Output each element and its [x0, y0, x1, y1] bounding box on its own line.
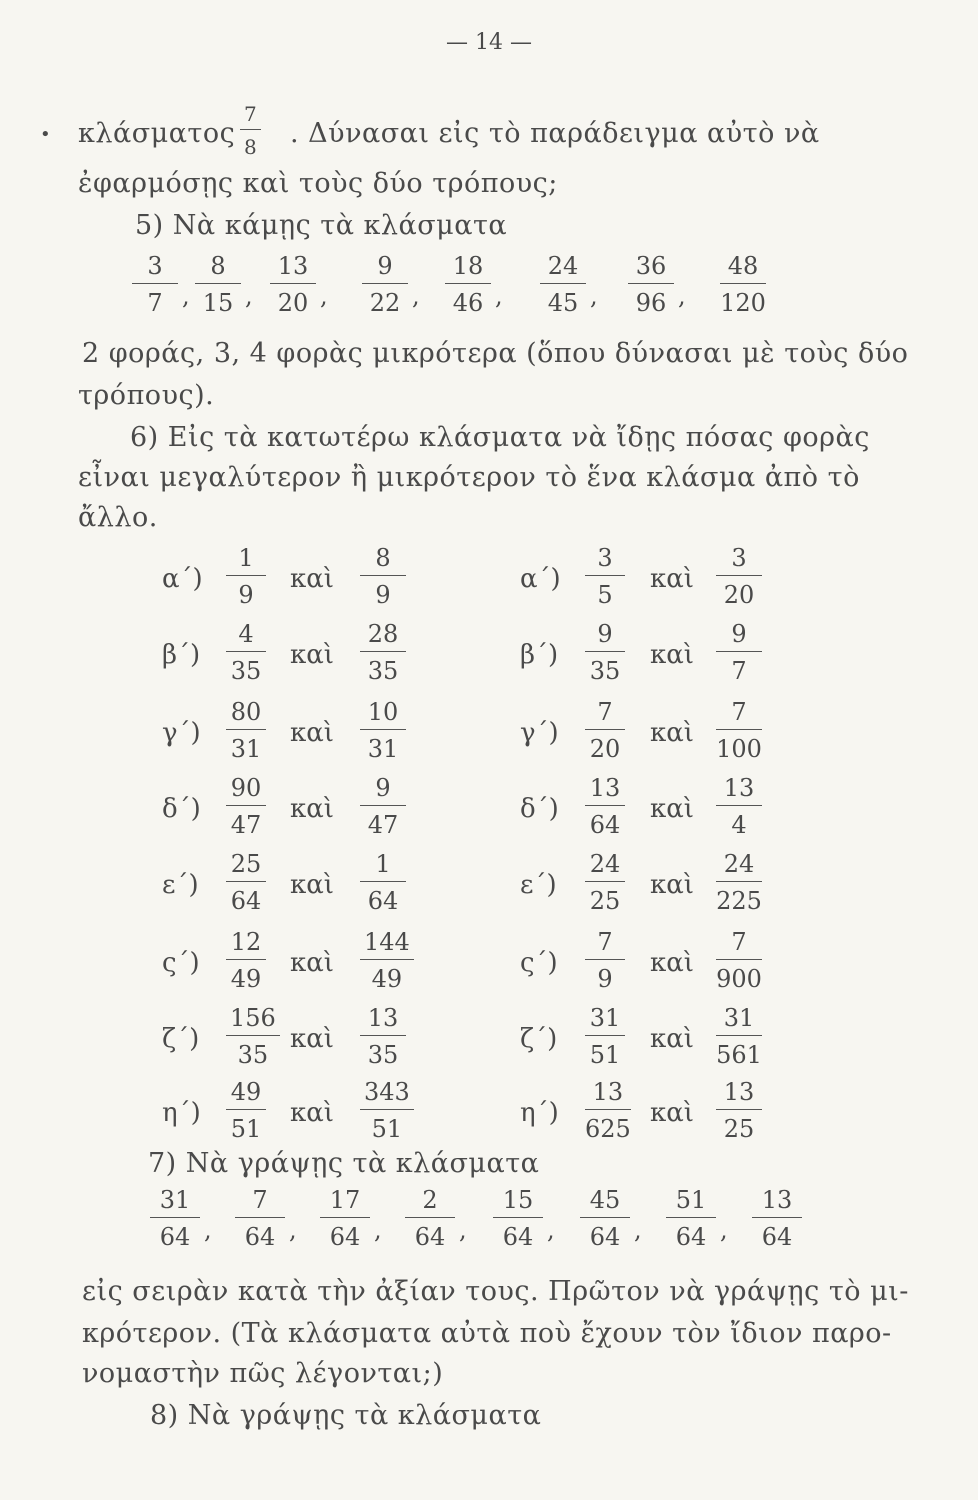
fraction-b: [360, 1006, 406, 1067]
numerator: 9: [716, 622, 762, 652]
fraction: [445, 254, 491, 315]
fraction-b: [360, 622, 406, 683]
text-line-5: τρόπους).: [78, 380, 215, 411]
kai-word: καὶ: [290, 870, 335, 900]
exercise-6-heading: 6) Εἰς τὰ κατωτέρω κλάσματα νὰ ἴδῃς πόσας φορὰς: [130, 422, 870, 453]
kai-word: καὶ: [290, 1098, 335, 1128]
comma: ,: [634, 1216, 642, 1244]
numerator: 24: [585, 852, 625, 882]
kai-word: καὶ: [650, 1098, 695, 1128]
denominator: 45: [547, 289, 579, 317]
kai-word: καὶ: [650, 640, 695, 670]
numerator: 31: [585, 1006, 625, 1036]
fraction-b: [716, 622, 762, 683]
exercise-5-heading: 5) Νὰ κάμῃς τὰ κλάσματα: [135, 210, 508, 241]
denominator: 49: [230, 965, 262, 993]
denominator: 120: [720, 289, 766, 317]
denominator: 561: [716, 1041, 762, 1069]
denominator: 20: [277, 289, 309, 317]
item-label: ς΄): [162, 948, 200, 978]
fraction-a: [226, 776, 266, 837]
denominator: 7: [147, 289, 163, 317]
fraction-a: [585, 622, 625, 683]
numerator: 1: [360, 852, 406, 882]
numerator: 8: [360, 546, 406, 576]
item-label: γ΄): [520, 718, 559, 748]
numerator: 80: [226, 700, 266, 730]
fraction-b: [360, 546, 406, 607]
numerator: 3: [132, 254, 178, 284]
fraction: [405, 1188, 455, 1249]
denominator: 51: [371, 1115, 403, 1143]
denominator: 35: [589, 657, 621, 685]
denominator: 49: [371, 965, 403, 993]
numerator: 144: [360, 930, 414, 960]
denominator: 64: [230, 887, 262, 915]
comma: ,: [678, 282, 686, 310]
kai-word: καὶ: [290, 640, 335, 670]
denominator: 7: [731, 657, 747, 685]
denominator: 20: [723, 581, 755, 609]
denominator: 64: [159, 1223, 191, 1251]
numerator: 90: [226, 776, 266, 806]
denominator: 900: [716, 965, 762, 993]
denominator: 64: [761, 1223, 793, 1251]
numerator: 51: [666, 1188, 716, 1218]
fraction: [540, 254, 586, 315]
denominator: 47: [367, 811, 399, 839]
denominator: 35: [230, 657, 262, 685]
fraction: [720, 254, 766, 315]
fraction-a: [226, 622, 266, 683]
numerator: 17: [320, 1188, 370, 1218]
comma: ,: [245, 282, 253, 310]
fraction-b: [360, 852, 406, 913]
kai-word: καὶ: [650, 794, 695, 824]
denominator: 22: [369, 289, 401, 317]
denominator: 31: [367, 735, 399, 763]
numerator: 24: [540, 254, 586, 284]
fraction-a: [226, 852, 266, 913]
kai-word: καὶ: [650, 718, 695, 748]
item-label: η΄): [520, 1098, 559, 1128]
fraction: [666, 1188, 716, 1249]
text-line-1a: κλάσματος: [78, 118, 236, 149]
numerator: 3: [585, 546, 625, 576]
numerator: 48: [720, 254, 766, 284]
denominator: 64: [589, 1223, 621, 1251]
denominator: 100: [716, 735, 762, 763]
fraction: [235, 1188, 285, 1249]
item-label: δ΄): [162, 794, 201, 824]
denominator: 9: [238, 581, 254, 609]
denominator: 4: [731, 811, 747, 839]
numerator: 36: [628, 254, 674, 284]
denominator: 96: [635, 289, 667, 317]
comma: ,: [720, 1216, 728, 1244]
kai-word: καὶ: [650, 1024, 695, 1054]
kai-word: καὶ: [290, 564, 335, 594]
fraction-b: [716, 930, 762, 991]
fraction-a: [226, 546, 266, 607]
fraction-b: [716, 776, 762, 837]
numerator: 7: [716, 700, 762, 730]
numerator: 156: [226, 1006, 280, 1036]
denominator: 25: [589, 887, 621, 915]
fraction-a: [585, 700, 625, 761]
numerator: 15: [493, 1188, 543, 1218]
item-label: γ΄): [162, 718, 201, 748]
denominator: 64: [675, 1223, 707, 1251]
numerator: 10: [360, 700, 406, 730]
fraction-a: [585, 546, 625, 607]
denominator: 9: [375, 581, 391, 609]
comma: ,: [204, 1216, 212, 1244]
exercise-8-heading: 8) Νὰ γράψῃς τὰ κλάσματα: [150, 1400, 542, 1431]
comma: ,: [289, 1216, 297, 1244]
comma: ,: [590, 282, 598, 310]
page-number: — 14 —: [446, 30, 532, 55]
fraction-a: [585, 852, 625, 913]
comma: ,: [320, 282, 328, 310]
fraction: [752, 1188, 802, 1249]
denominator: 35: [367, 1041, 399, 1069]
denominator: 625: [585, 1115, 631, 1143]
fraction-a: [226, 930, 266, 991]
numerator: 9: [360, 776, 406, 806]
inline-fraction: $\frac{7}{8}$: [240, 104, 261, 157]
text-line-7: εἶναι μεγαλύτερον ἢ μικρότερον τὸ ἕνα κλάσμα ἀπὸ τὸ: [78, 462, 860, 493]
text-line-8: ἄλλο.: [78, 502, 158, 533]
numerator: 31: [716, 1006, 762, 1036]
fraction-a: [226, 1080, 266, 1141]
denominator: 25: [723, 1115, 755, 1143]
item-label: ζ΄): [520, 1024, 558, 1054]
item-label: ς΄): [520, 948, 558, 978]
fraction-a: [585, 1006, 625, 1067]
fraction-b: [716, 1006, 762, 1067]
item-label: ε΄): [520, 870, 557, 900]
numerator: 1: [226, 546, 266, 576]
denominator: 35: [367, 657, 399, 685]
fraction-b: [360, 1080, 414, 1141]
text-line-4: 2 φοράς, 3, 4 φορὰς μικρότερα (ὅπου δύνασαι μὲ τοὺς δύο: [82, 338, 909, 369]
fraction: [320, 1188, 370, 1249]
numerator: 24: [716, 852, 762, 882]
item-label: ζ΄): [162, 1024, 200, 1054]
numerator: 45: [580, 1188, 630, 1218]
denominator: 35: [237, 1041, 269, 1069]
numerator: 343: [360, 1080, 414, 1110]
denominator: 64: [502, 1223, 534, 1251]
numerator: 7: [585, 930, 625, 960]
fraction-a: [585, 930, 625, 991]
item-label: α΄): [162, 564, 203, 594]
fraction: [270, 254, 316, 315]
numerator: 13: [716, 776, 762, 806]
fraction-b: [716, 1080, 762, 1141]
denominator: 51: [589, 1041, 621, 1069]
numerator: 13: [585, 776, 625, 806]
kai-word: καὶ: [650, 564, 695, 594]
numerator: 49: [226, 1080, 266, 1110]
denominator: 5: [597, 581, 613, 609]
fraction-a: [226, 700, 266, 761]
numerator: 4: [226, 622, 266, 652]
numerator: 13: [716, 1080, 762, 1110]
denominator: 47: [230, 811, 262, 839]
denominator: 15: [202, 289, 234, 317]
comma: ,: [459, 1216, 467, 1244]
fraction-a: [585, 776, 625, 837]
numerator: 9: [585, 622, 625, 652]
text-line-2: ἐφαρμόσῃς καὶ τοὺς δύο τρόπους;: [78, 168, 558, 199]
numerator: 13: [752, 1188, 802, 1218]
numerator: 13: [360, 1006, 406, 1036]
numerator: 25: [226, 852, 266, 882]
comma: ,: [412, 282, 420, 310]
item-label: β΄): [162, 640, 201, 670]
fraction: [362, 254, 408, 315]
kai-word: καὶ: [650, 870, 695, 900]
denominator: 64: [589, 811, 621, 839]
fraction-a: [585, 1080, 631, 1141]
numerator: 13: [585, 1080, 631, 1110]
margin-dot: •: [40, 124, 51, 145]
fraction-b: [360, 700, 406, 761]
kai-word: καὶ: [290, 948, 335, 978]
numerator: 28: [360, 622, 406, 652]
text-line-1b: . Δύνασαι εἰς τὸ παράδειγμα αὐτὸ νὰ: [290, 118, 820, 149]
kai-word: καὶ: [290, 794, 335, 824]
numerator: 31: [150, 1188, 200, 1218]
kai-word: καὶ: [290, 718, 335, 748]
kai-word: καὶ: [650, 948, 695, 978]
fraction-b: [716, 852, 762, 913]
fraction: [150, 1188, 200, 1249]
text-line-12: νομαστὴν πῶς λέγονται;): [82, 1358, 444, 1389]
fraction-b: [360, 776, 406, 837]
text-line-10: εἰς σειρὰν κατὰ τὴν ἀξίαν τους. Πρῶτον νὰ γράψῃς τὸ μι-: [82, 1276, 909, 1307]
denominator: 225: [716, 887, 762, 915]
item-label: δ΄): [520, 794, 559, 824]
comma: ,: [182, 282, 190, 310]
fraction: [195, 254, 241, 315]
comma: ,: [547, 1216, 555, 1244]
comma: ,: [374, 1216, 382, 1244]
fraction-a: [226, 1006, 280, 1067]
fraction-b: [360, 930, 414, 991]
fraction-b: [716, 700, 762, 761]
exercise-7-heading: 7) Νὰ γράψῃς τὰ κλάσματα: [148, 1148, 540, 1179]
text-line-11: κρότερον. (Τὰ κλάσματα αὐτὰ ποὺ ἔχουν τὸν ἴδιον παρο-: [82, 1318, 892, 1349]
numerator: 18: [445, 254, 491, 284]
numerator: 9: [362, 254, 408, 284]
item-label: η΄): [162, 1098, 201, 1128]
numerator: 12: [226, 930, 266, 960]
item-label: ε΄): [162, 870, 199, 900]
denominator: 64: [414, 1223, 446, 1251]
item-label: α΄): [520, 564, 561, 594]
numerator: 2: [405, 1188, 455, 1218]
numerator: 8: [195, 254, 241, 284]
numerator: 3: [716, 546, 762, 576]
fraction: [580, 1188, 630, 1249]
item-label: β΄): [520, 640, 559, 670]
fraction: [628, 254, 674, 315]
denominator: 9: [597, 965, 613, 993]
denominator: 64: [329, 1223, 361, 1251]
fraction: [493, 1188, 543, 1249]
numerator: 7: [585, 700, 625, 730]
numerator: 7: [235, 1188, 285, 1218]
fraction: [132, 254, 178, 315]
fraction-b: [716, 546, 762, 607]
comma: ,: [495, 282, 503, 310]
denominator: 20: [589, 735, 621, 763]
denominator: 46: [452, 289, 484, 317]
denominator: 31: [230, 735, 262, 763]
denominator: 64: [244, 1223, 276, 1251]
numerator: 7: [716, 930, 762, 960]
numerator: 13: [270, 254, 316, 284]
denominator: 51: [230, 1115, 262, 1143]
kai-word: καὶ: [290, 1024, 335, 1054]
denominator: 64: [367, 887, 399, 915]
